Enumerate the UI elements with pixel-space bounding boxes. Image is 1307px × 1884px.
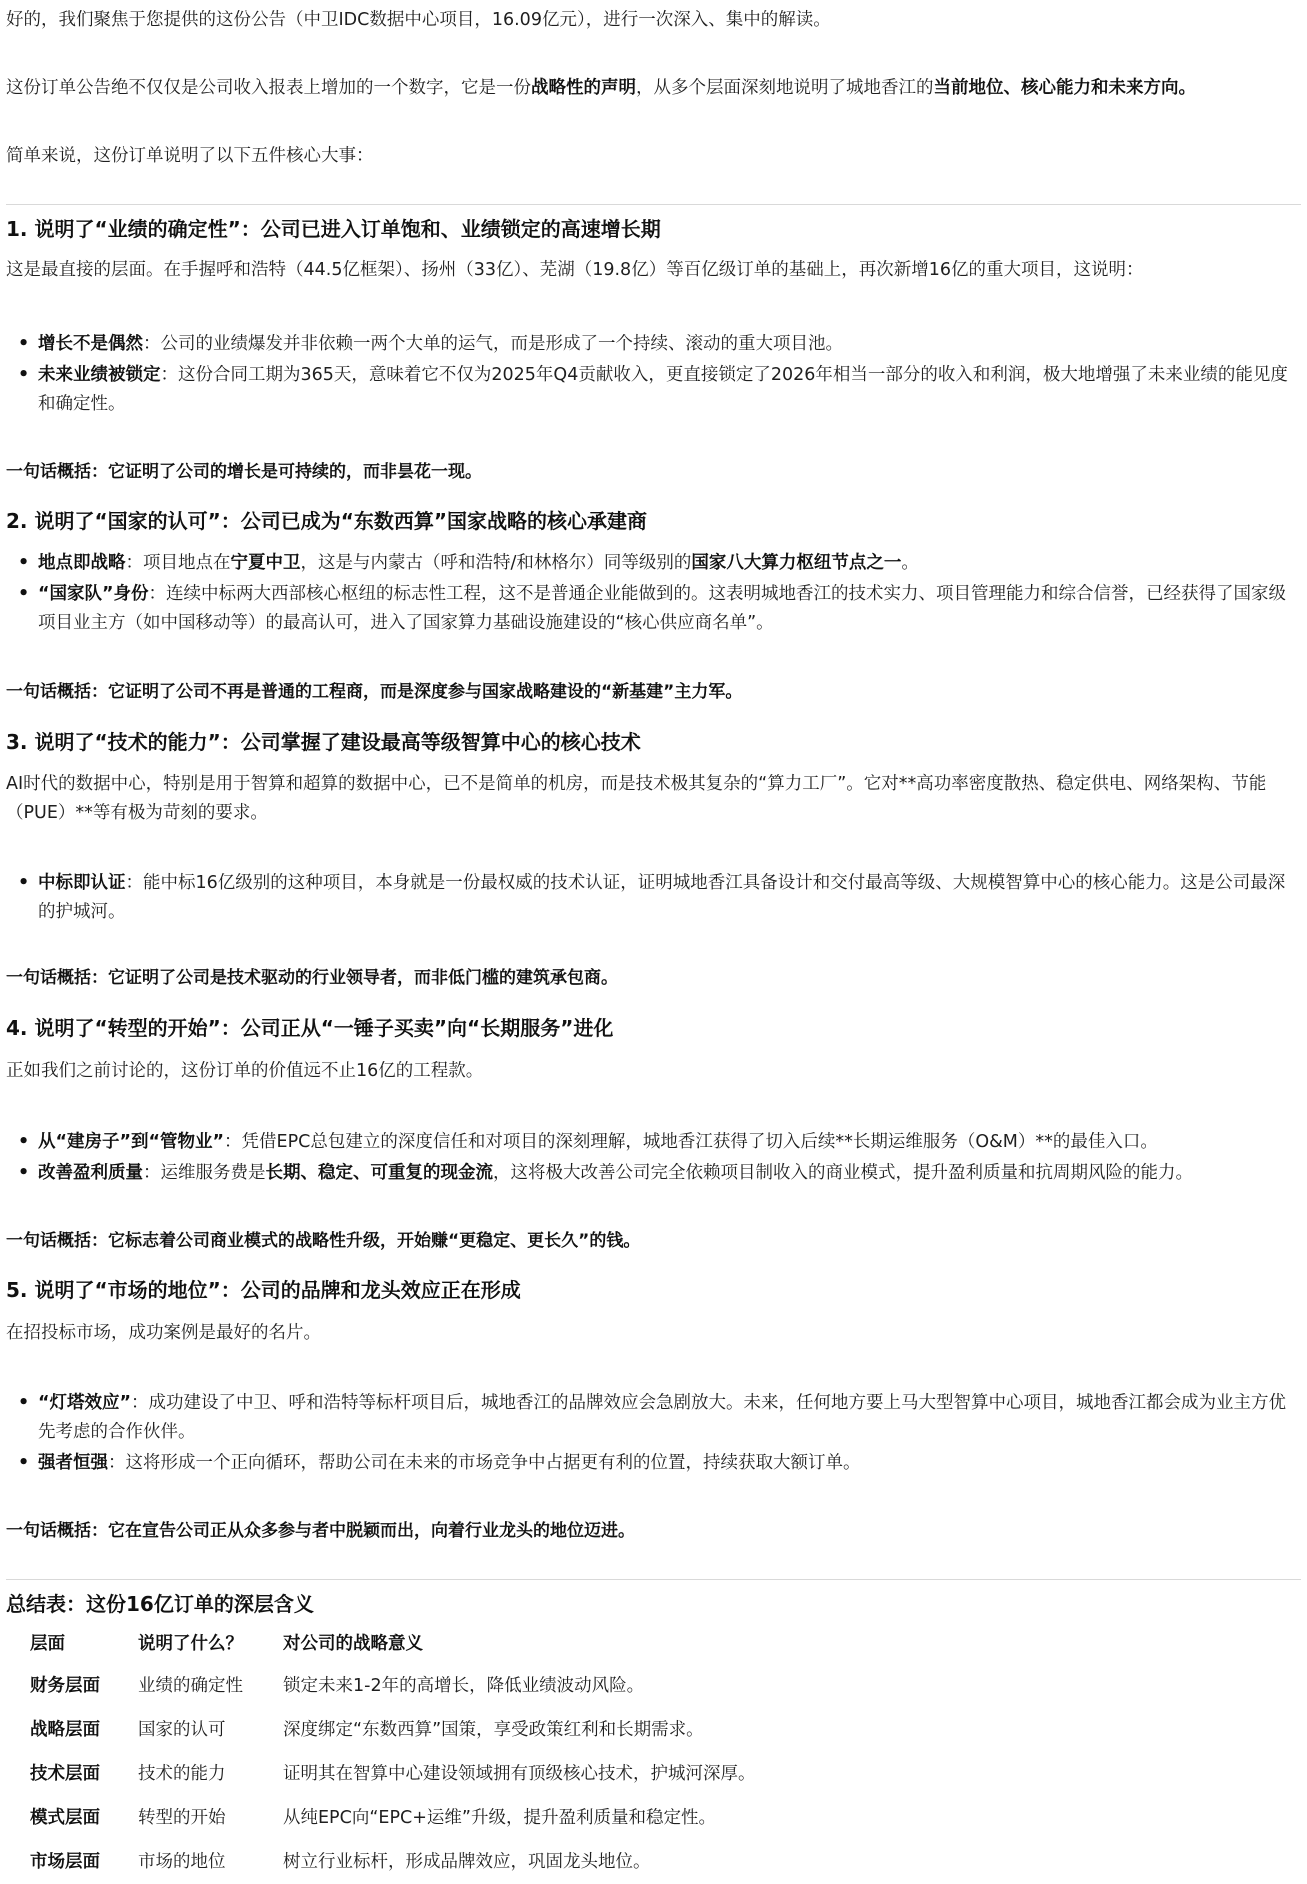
bullet-text: ：凭借EPC总包建立的深度信任和对项目的深刻理解，城地香江获得了切入后续**长期运维服务（O&M）**的最佳入口。	[224, 1132, 1158, 1152]
bullet-text: ：能中标16亿级别的这种项目，本身就是一份最权威的技术认证，证明城地香江具备设计和交付最高等级、大规模智算中心的核心能力。这是公司最深的护城河。	[38, 873, 1286, 922]
list-item	[38, 330, 1296, 359]
intro-emphasis: 当前地位、核心能力和未来方向。	[933, 78, 1196, 98]
divider	[6, 204, 1301, 205]
bullet-emphasis: 长期、稳定、可重复的现金流	[265, 1163, 493, 1183]
list-item	[38, 361, 1296, 419]
section-1-summary: 一句话概括：它证明了公司的增长是可持续的，而非昙花一现。	[6, 462, 482, 482]
bullet-term: 强者恒强	[38, 1453, 108, 1473]
column-header: 对公司的战略意义	[283, 1633, 423, 1654]
section-heading-5: 5. 说明了“市场的地位”：公司的品牌和龙头效应正在形成	[6, 1278, 521, 1302]
bullet-emphasis: 宁夏中卫	[230, 553, 301, 573]
section-4-summary: 一句话概括：它标志着公司商业模式的战略性升级，开始赚“更稳定、更长久”的钱。	[6, 1231, 641, 1251]
table-cell: 从纯EPC向“EPC+运维”升级，提升盈利质量和稳定性。	[283, 1807, 716, 1828]
bullet-term: “灯塔效应”	[38, 1393, 132, 1413]
bullet-term: “国家队”身份	[38, 584, 149, 604]
intro-paragraph-1: 好的，我们聚焦于您提供的这份公告（中卫IDC数据中心项目，16.09亿元），进行一次深入、集中的解读。	[6, 10, 831, 30]
list-item	[38, 1449, 1296, 1478]
section-2-summary: 一句话概括：它证明了公司不再是普通的工程商，而是深度参与国家战略建设的“新基建”主力军。	[6, 682, 743, 702]
table-cell: 技术的能力	[138, 1763, 226, 1784]
table-cell: 业绩的确定性	[138, 1675, 243, 1696]
section-5-list	[6, 1389, 1296, 1480]
bullet-text: ：运维服务费是	[143, 1163, 266, 1183]
bullet-text: ：这份合同工期为365天，意味着它不仅为2025年Q4贡献收入，更直接锁定了2026年相当一部分的收入和利润，极大地增强了未来业绩的能见度和确定性。	[38, 365, 1288, 414]
bullet-text: ：项目地点在	[125, 553, 231, 573]
bullet-text: ：这将形成一个正向循环，帮助公司在未来的市场竞争中占据更有利的位置，持续获取大额订单。	[108, 1453, 861, 1473]
column-header: 说明了什么？	[138, 1633, 243, 1654]
bullet-text: ：成功建设了中卫、呼和浩特等标杆项目后，城地香江的品牌效应会急剧放大。未来，任何地方要上马大型智算中心项目，城地香江都会成为业主方优先考虑的合作伙伴。	[38, 1393, 1287, 1442]
table-cell: 战略层面	[30, 1719, 100, 1740]
bullet-term: 未来业绩被锁定	[38, 365, 161, 385]
table-cell: 转型的开始	[138, 1807, 226, 1828]
table-cell: 证明其在智算中心建设领域拥有顶级核心技术，护城河深厚。	[283, 1763, 756, 1784]
table-cell: 国家的认可	[138, 1719, 226, 1740]
section-heading-2: 2. 说明了“国家的认可”：公司已成为“东数西算”国家战略的核心承建商	[6, 509, 648, 533]
list-item	[38, 869, 1296, 927]
list-item	[38, 580, 1296, 638]
bullet-term: 改善盈利质量	[38, 1163, 143, 1183]
summary-table-title: 总结表：这份16亿订单的深层含义	[6, 1592, 314, 1616]
table-cell: 深度绑定“东数西算”国策，享受政策红利和长期需求。	[283, 1719, 704, 1740]
section-heading-3: 3. 说明了“技术的能力”：公司掌握了建设最高等级智算中心的核心技术	[6, 730, 641, 754]
intro-paragraph-2	[6, 74, 1196, 103]
bullet-text: ，这是与内蒙古（呼和浩特/和林格尔）同等级别的	[300, 553, 692, 573]
table-cell: 市场的地位	[138, 1851, 226, 1872]
section-3-list	[6, 869, 1296, 929]
table-cell: 市场层面	[30, 1851, 100, 1872]
bullet-text: 。	[901, 553, 919, 573]
intro-paragraph-3: 简单来说，这份订单说明了以下五件核心大事：	[6, 146, 374, 166]
table-row	[18, 1708, 774, 1752]
section-1-paragraph: 这是最直接的层面。在手握呼和浩特（44.5亿框架）、扬州（33亿）、芜湖（19.8亿）等百亿级订单的基础上，再次新增16亿的重大项目，这说明：	[6, 260, 1144, 280]
bullet-text: ，这将极大改善公司完全依赖项目制收入的商业模式，提升盈利质量和抗周期风险的能力。	[493, 1163, 1193, 1183]
table-header-row	[18, 1624, 774, 1664]
section-4-paragraph: 正如我们之前讨论的，这份订单的价值远不止16亿的工程款。	[6, 1061, 484, 1081]
section-3-summary: 一句话概括：它证明了公司是技术驱动的行业领导者，而非低门槛的建筑承包商。	[6, 968, 618, 988]
table-row	[18, 1664, 774, 1708]
bullet-term: 从“建房子”到“管物业”	[38, 1132, 225, 1152]
bullet-emphasis: 国家八大算力枢纽节点之一	[691, 553, 902, 573]
list-item	[38, 1128, 1296, 1157]
table-row	[18, 1752, 774, 1796]
table-cell: 技术层面	[30, 1763, 100, 1784]
section-4-list	[6, 1128, 1296, 1190]
table-cell: 财务层面	[30, 1675, 100, 1696]
bullet-text: ：连续中标两大西部核心枢纽的标志性工程，这不是普通企业能做到的。这表明城地香江的技术实力、项目管理能力和综合信誉，已经获得了国家级项目业主方（如中国移动等）的最高认可，进入了国家算力基础设施建设的“核心供应商名单”。	[38, 584, 1287, 633]
bullet-term: 增长不是偶然	[38, 334, 143, 354]
section-3-paragraph: AI时代的数据中心，特别是用于智算和超算的数据中心，已不是简单的机房，而是技术极其复杂的“算力工厂”。它对**高功率密度散热、稳定供电、网络架构、节能（PUE）**等有极为苛刻的要求。	[6, 774, 1267, 823]
section-heading-1: 1. 说明了“业绩的确定性”：公司已进入订单饱和、业绩锁定的高速增长期	[6, 217, 661, 241]
list-item	[38, 1159, 1296, 1188]
table-cell: 树立行业标杆，形成品牌效应，巩固龙头地位。	[283, 1851, 651, 1872]
summary-table	[18, 1624, 774, 1884]
section-1-list	[6, 330, 1296, 421]
column-header: 层面	[30, 1633, 65, 1654]
table-row	[18, 1840, 774, 1884]
intro-emphasis: 战略性的声明	[531, 78, 636, 98]
section-2-list	[6, 549, 1296, 640]
bullet-text: ：公司的业绩爆发并非依赖一两个大单的运气，而是形成了一个持续、滚动的重大项目池。	[143, 334, 843, 354]
table-cell: 模式层面	[30, 1807, 100, 1828]
table-cell: 锁定未来1-2年的高增长，降低业绩波动风险。	[283, 1675, 645, 1696]
intro-text: 这份订单公告绝不仅仅是公司收入报表上增加的一个数字，它是一份	[6, 78, 531, 98]
bullet-term: 地点即战略	[38, 553, 126, 573]
section-5-summary: 一句话概括：它在宣告公司正从众多参与者中脱颖而出，向着行业龙头的地位迈进。	[6, 1521, 635, 1541]
divider	[6, 1579, 1301, 1580]
intro-text: ，从多个层面深刻地说明了城地香江的	[636, 78, 934, 98]
list-item	[38, 1389, 1296, 1447]
bullet-term: 中标即认证	[38, 873, 126, 893]
list-item	[38, 549, 1296, 578]
section-5-paragraph: 在招投标市场，成功案例是最好的名片。	[6, 1323, 321, 1343]
table-row	[18, 1796, 774, 1840]
section-heading-4: 4. 说明了“转型的开始”：公司正从“一锤子买卖”向“长期服务”进化	[6, 1016, 614, 1040]
